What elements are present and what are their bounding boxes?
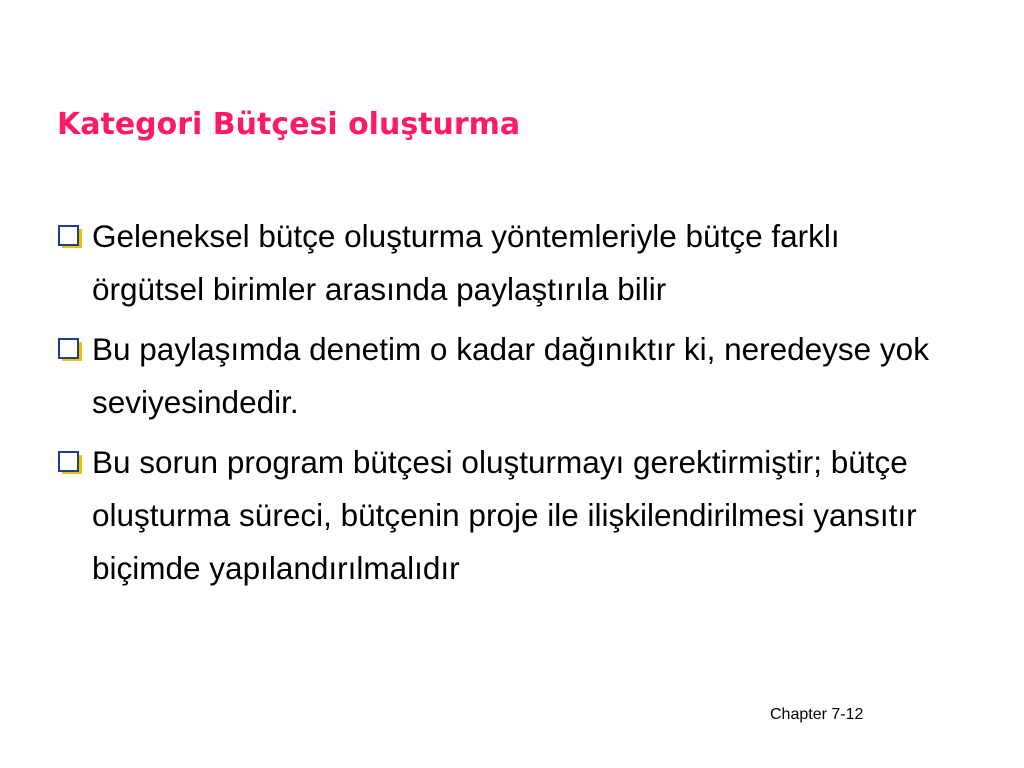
hollow-square-bullet-icon — [57, 224, 84, 250]
bullet-item — [57, 323, 957, 429]
hollow-square-bullet-icon — [57, 337, 84, 363]
slide-title: Kategori Bütçesi oluşturma — [57, 107, 521, 142]
slide-number-footer: Chapter 7-12 — [770, 706, 864, 723]
bullet-text: Geleneksel bütçe oluşturma yöntemleriyle bütçe farklı örgütsel birimler arasında paylaştırıla bilir — [92, 218, 840, 307]
bullet-text: Bu sorun program bütçesi oluşturmayı gerektirmiştir; bütçe oluşturma süreci, bütçenin proje ile ilişkilendirilmesi yansıtır biçimde yapılandırılmalıdır — [92, 444, 917, 586]
hollow-square-bullet-icon — [57, 450, 84, 476]
bullet-item — [57, 210, 957, 316]
bullet-text: Bu paylaşımda denetim o kadar dağınıktır ki, neredeyse yok seviyesindedir. — [92, 331, 929, 420]
bullet-list — [57, 210, 957, 602]
bullet-item — [57, 436, 957, 595]
